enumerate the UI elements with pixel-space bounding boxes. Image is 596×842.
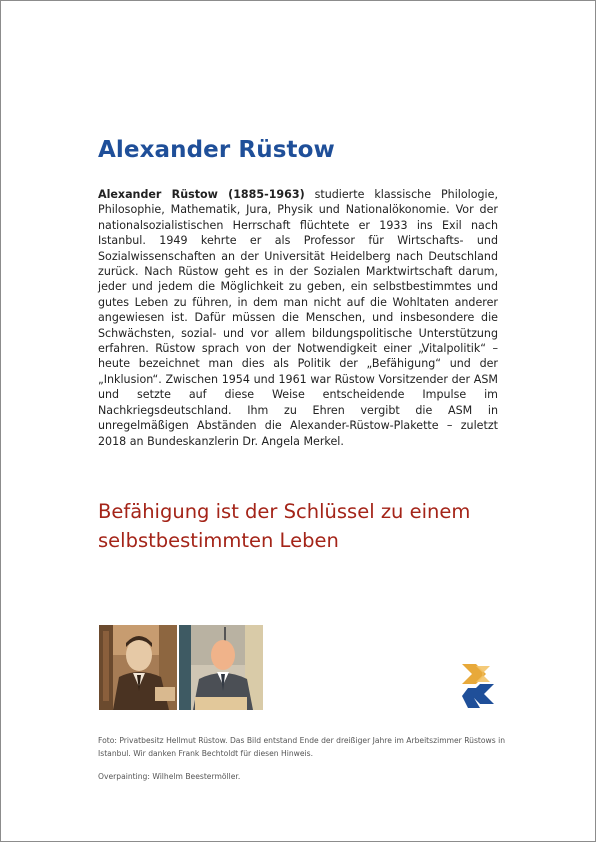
bio-text: studierte klassische Philologie, Philosophie, Mathematik, Jura, Physik und Nationalökonomie. Vor der nationalsozialistischen Herrschaft flüchtete er 1933 ins Exil nach Istanbul. 1949 kehrte er als Professor für Wirtschafts- und Sozialwissenschaften an der Universität Heidelberg nach Deutschland zurück. Nach Rüstow geht es in der Sozialen Marktwirtschaft darum, jeder und jedem die Möglichkeit zu geben, ein selbstbestimmtes und gutes Leben zu führen, in dem man nicht auf die Wohltaten anderer angewiesen ist. Dafür müssen die Menschen, und insbesondere die Schwächsten, sozial- und vor allem bildungspolitische Unterstützung erfahren. Rüstow sprach von der Notwendigkeit einer „Vitalpolitik“ – heute bezeichnet man dies als Politik der „Befähigung“ und der „Inklusion“. Zwischen 1954 und 1961 war Rüstow Vorsitzender der ASM und setzte auf diese Weise entscheidende Impulse im Nachkriegsdeutschland. Ihm zu Ehren vergibt die ASM in unregelmäßigen Abständen die Alexander-Rüstow-Plakette – zuletzt 2018 an Bundeskanzlerin Dr. Angela Merkel. bbox=[98, 188, 498, 448]
bio-paragraph bbox=[98, 187, 498, 449]
bio-lead: Alexander Rüstow (1885-1963) bbox=[98, 188, 305, 201]
photo-caption: Foto: Privatbesitz Hellmut Rüstow. Das Bild entstand Ende der dreißiger Jahre im Arbeitszimmer Rüstows in Istanbul. Wir danken Frank Bechtoldt für diesen Hinweis. bbox=[98, 736, 506, 758]
page-title: Alexander Rüstow bbox=[98, 137, 335, 163]
overpainting-credit: Overpainting: Wilhelm Beestermöller. bbox=[98, 772, 241, 781]
sepia-portrait-photo bbox=[99, 625, 177, 710]
asm-logo-icon bbox=[460, 662, 496, 710]
overpainted-portrait bbox=[179, 625, 263, 710]
section-headline: Befähigung ist der Schlüssel zu einem selbstbestimmten Leben bbox=[98, 500, 471, 552]
